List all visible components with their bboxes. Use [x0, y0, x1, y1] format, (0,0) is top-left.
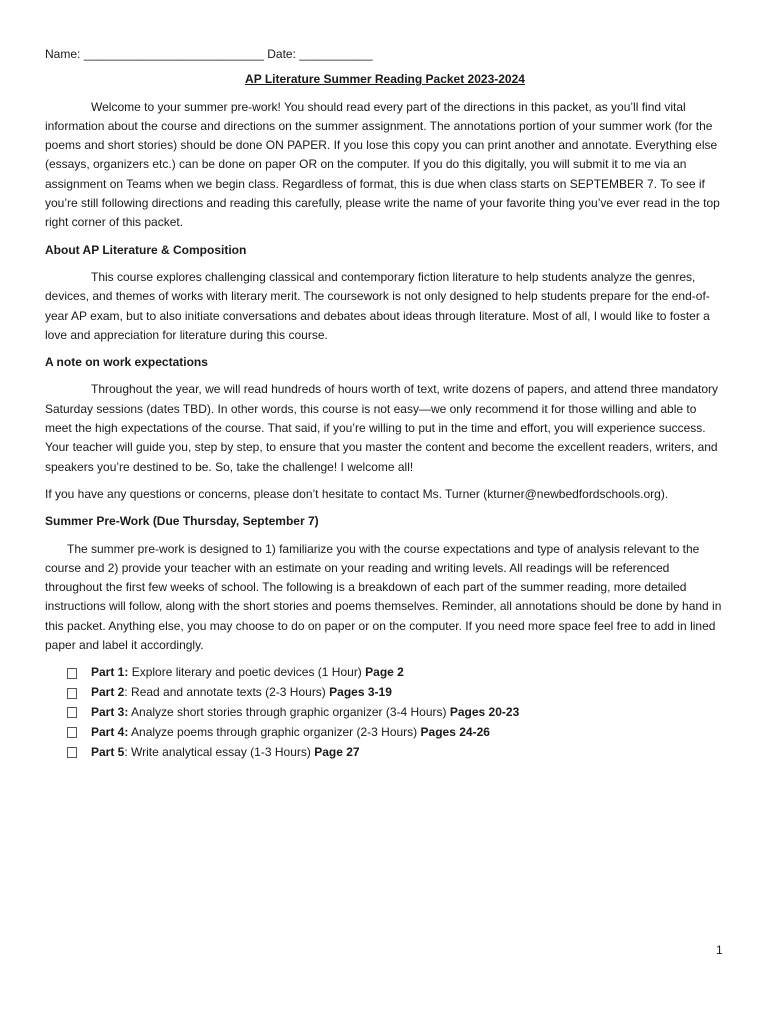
intro-paragraph: Welcome to your summer pre-work! You should read every part of the directions in this packet, as you’ll find vital information about the course and directions on the summer assignment. The annotations portion of your summer work (for the poems and short stories) should be done ON PAPER. If you lose this copy you can print another and annotate. Everything else (essays, organizers etc.) can be done on paper OR on the computer. If you do this digitally, you will submit it to me via an assignment on Teams when we begin class. Regardless of format, this is due when class starts on SEPTEMBER 7. To see if you’re still following directions and reading this carefully, please write the name of your favorite thing you’ve ever read in the top right corner of this packet. [45, 99, 720, 230]
date-blank: ___________ [299, 47, 373, 61]
date-label: Date: [267, 47, 296, 61]
page-title: AP Literature Summer Reading Packet 2023-2024 [245, 72, 525, 87]
part-description: : Write analytical essay (1-3 Hours) [124, 744, 311, 759]
expectations-heading: A note on work expectations [45, 355, 208, 370]
part-description: Analyze short stories through graphic organizer (3-4 Hours) [131, 704, 447, 719]
part-pages: Pages 3-19 [329, 685, 392, 700]
part-pages: Page 27 [314, 744, 360, 759]
list-item [67, 743, 725, 763]
part-description: : Read and annotate texts (2-3 Hours) [124, 685, 326, 700]
header-line [45, 45, 725, 64]
checkbox-icon [67, 688, 77, 699]
list-item [67, 723, 725, 743]
part-label: Part 1: [91, 665, 129, 680]
prework-heading: Summer Pre-Work (Due Thursday, September 7) [45, 514, 319, 529]
checkbox-icon [67, 727, 77, 738]
checkbox-icon [67, 668, 77, 679]
checkbox-icon [67, 707, 77, 718]
document-page [45, 45, 725, 762]
part-label: Part 4: [91, 724, 129, 739]
expectations-paragraph: Throughout the year, we will read hundreds of hours worth of text, write dozens of papers, and attend three mandatory Saturday sessions (dates TBD). In other words, this course is not easy—we only recommend it for those willing and able to meet the high expectations of the course. That said, if you’re willing to put in the time and effort, you will experience success. Your teacher will guide you, step by step, to ensure that you master the content and become the excellent readers, writers, and speakers you’re destined to be. So, take the challenge! I welcome all! [45, 382, 719, 474]
part-description: Explore literary and poetic devices (1 Hour) [131, 665, 362, 680]
contact-paragraph: If you have any questions or concerns, please don’t hesitate to contact Ms. Turner (kturner@newbedfordschools.org). [45, 486, 669, 501]
part-pages: Page 2 [365, 665, 404, 680]
part-description: Analyze poems through graphic organizer (2-3 Hours) [131, 724, 418, 739]
part-label: Part 2 [91, 685, 125, 700]
part-label: Part 5 [91, 744, 125, 759]
part-pages: Pages 20-23 [449, 704, 520, 719]
parts-list [67, 663, 725, 762]
page-number: 1 [716, 943, 723, 957]
name-label: Name: [45, 47, 81, 61]
list-item [67, 683, 725, 703]
checkbox-icon [67, 747, 77, 758]
part-label: Part 3: [91, 704, 129, 719]
about-paragraph: This course explores challenging classical and contemporary fiction literature to help students analyze the genres, devices, and themes of works with literary merit. The coursework is not only designed to help students prepare for the end-of-year AP exam, but to also initiate conversations and debates about ideas through literature. Most of all, I would like to foster a love and appreciation for literature during this course. [45, 269, 710, 342]
part-pages: Pages 24-26 [420, 724, 490, 739]
name-blank: ___________________________ [83, 47, 264, 61]
prework-paragraph: The summer pre-work is designed to 1) familiarize you with the course expectations and type of analysis relevant to the course and 2) provide your teacher with an estimate on your reading and writing levels. All readings will be referenced throughout the first few weeks of school. The following is a breakdown of each part of the summer reading, more detailed instructions will follow, along with the short stories and poems themselves. Reminder, all annotations should be done by hand in this packet. Anything else, you may choose to do on paper or on the computer. If you need more space feel free to add in lined paper and label it accordingly. [45, 541, 722, 653]
list-item [67, 663, 725, 683]
about-heading: About AP Literature & Composition [45, 242, 247, 257]
list-item [67, 703, 725, 723]
